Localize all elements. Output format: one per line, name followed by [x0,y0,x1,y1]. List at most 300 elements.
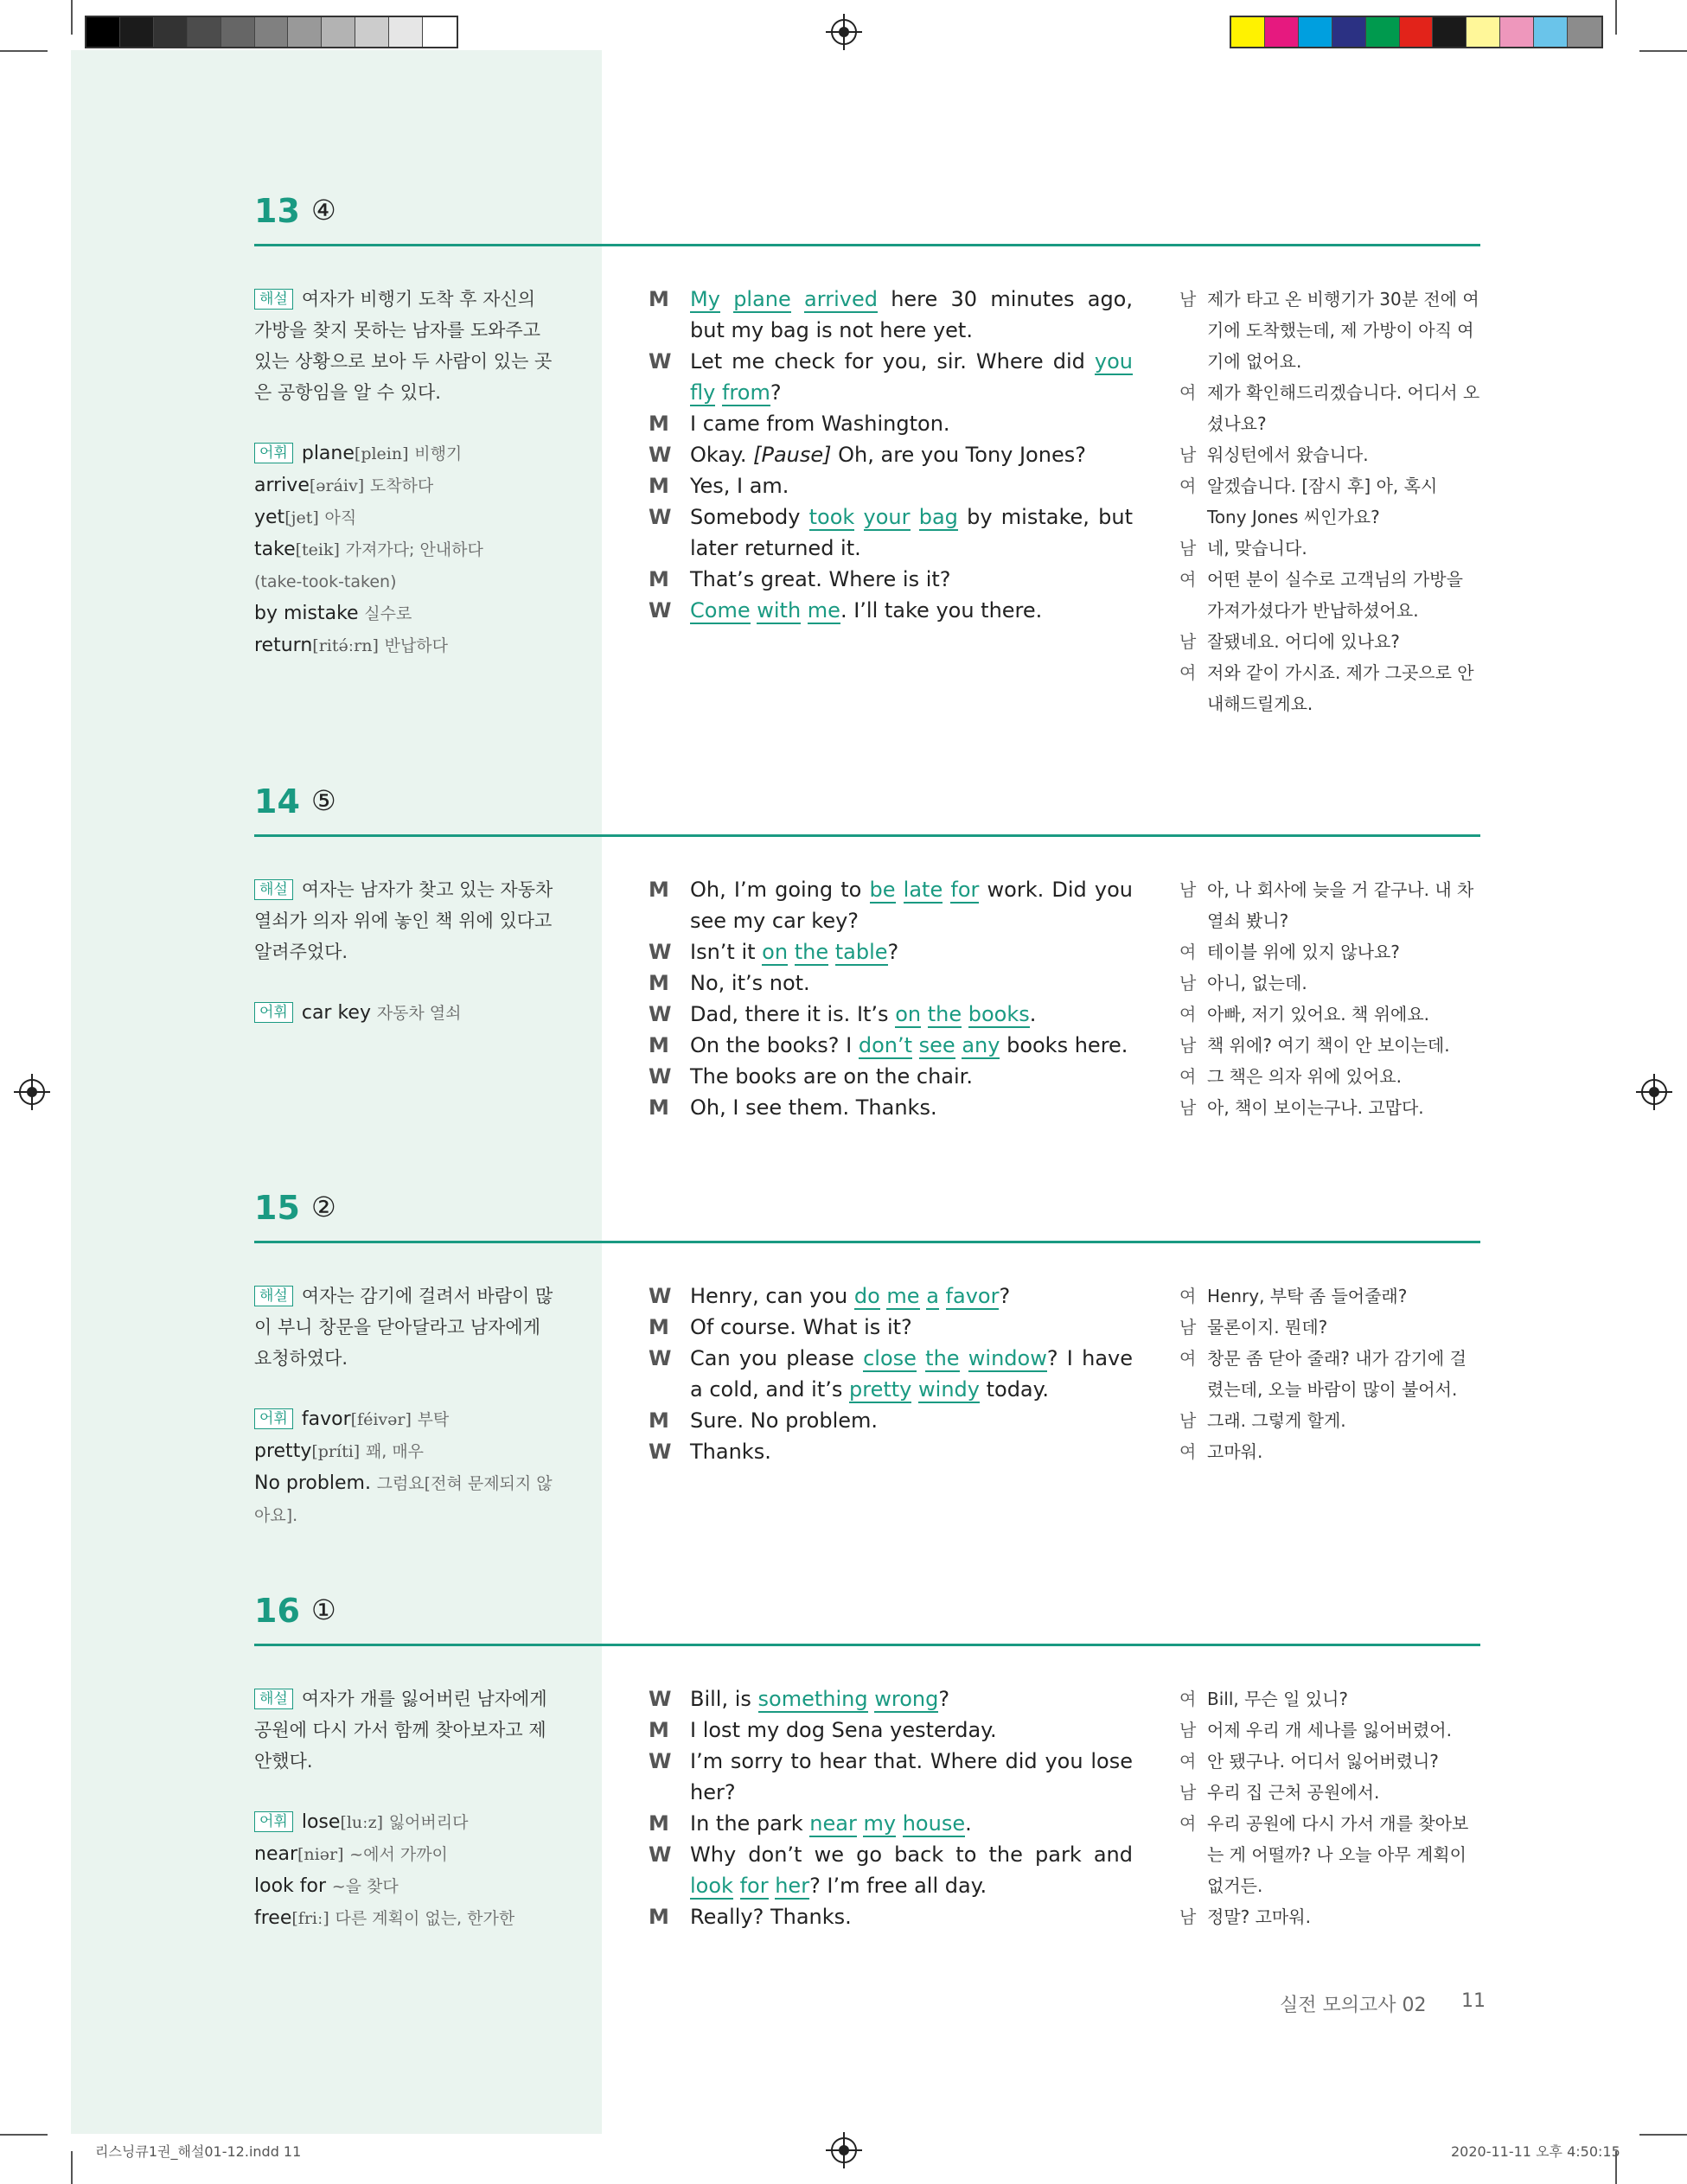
explanation-tag: 해설 [254,1286,293,1306]
translation-column [1179,1280,1482,1467]
translation-line [1179,1436,1482,1467]
dictation-blank-word: books [968,1002,1030,1026]
color-swatch [1332,17,1366,47]
dialog-line [649,1436,1133,1467]
dialog-text: No, it’s not. [690,971,810,995]
vocab-meaning: 실수로 [364,604,412,623]
dialog-text [828,940,835,964]
dictation-blank-word: the [794,940,829,964]
translation-speaker: 남 [1179,444,1197,465]
answer-choice: ④ [311,194,336,227]
vocab-meaning: 부탁 [417,1410,450,1429]
spacer [254,967,557,997]
translation-text: Bill, 무슨 일 있니? [1207,1689,1349,1709]
dialog-text: The books are on the chair. [690,1064,973,1089]
color-swatch [1500,17,1534,47]
dialog-text: ? [887,940,899,964]
dictation-blank-word: favor [945,1284,1000,1308]
dialog-text: On the books? I [690,1033,859,1057]
vocab-meaning: 비행기 [414,444,463,463]
translation-speaker: 여 [1179,382,1197,403]
translation-speaker: 남 [1179,1097,1197,1118]
translation-line [1179,1777,1482,1808]
dialog-text [854,505,863,529]
dialog-text: . I’ll take you there. [840,598,1043,623]
dialog-text: books here. [1000,1033,1128,1057]
vocab-meaning: (take-took-taken) [254,572,397,591]
translation-speaker: 남 [1179,1317,1197,1338]
vocab-pronunciation: [ritə́ːrn] [312,636,379,655]
vocab-row [254,1806,557,1838]
vocab-word: pretty [254,1440,312,1462]
dialog-line [649,1092,1133,1123]
dictation-blank-word: for [950,878,980,902]
dictation-blank-word: windy [918,1377,980,1402]
dictation-blank-word: house [902,1811,966,1836]
translation-line [1179,936,1482,967]
dialog-column [649,1280,1133,1467]
translation-text: 우리 공원에 다시 가서 개를 찾아보는 게 어떨까? 나 오늘 아무 계획이 없거든. [1207,1813,1469,1896]
translation-text: 아, 책이 보이는구나. 고맙다. [1207,1097,1424,1118]
registration-mark-top-icon [831,19,857,45]
dialog-text: here 30 minutes ago, but my bag is not here yet. [690,287,1133,342]
translation-line [1179,564,1482,626]
translation-text: Henry, 부탁 좀 들어줄래? [1207,1286,1408,1306]
dictation-blank-word: on [762,940,789,964]
translation-text: 워싱턴에서 왔습니다. [1207,444,1369,465]
vocab-meaning: 가져가다; 안내하다 [345,540,483,559]
vocab-row [254,1403,557,1435]
dialog-text [733,1874,740,1898]
dialog-line [649,284,1133,346]
explanation-tag: 해설 [254,879,293,900]
section-header [254,192,1480,246]
dialog-column [649,874,1133,1123]
translation-speaker: 여 [1179,1348,1197,1369]
dictation-blank-word: be [869,878,896,902]
vocab-row [254,1902,557,1934]
dictation-blank-word: don’t [858,1033,912,1057]
dialog-text [788,940,795,964]
translation-line [1179,1061,1482,1092]
speaker-label: M [649,474,669,498]
color-swatch [1400,17,1434,47]
color-swatch [188,17,221,47]
translation-speaker: 여 [1179,1004,1197,1025]
dictation-blank-word: plane [733,287,791,311]
dialog-text [801,598,808,623]
translation-line [1179,377,1482,439]
vocab-meaning: 아직 [324,508,357,527]
dictation-blank-word: pretty [849,1377,912,1402]
translation-text: 책 위에? 여기 책이 안 보이는데. [1207,1035,1450,1056]
color-swatch [1265,17,1299,47]
dialog-text [715,380,722,405]
vocab-word: favor [301,1408,351,1430]
dialog-text: . [1029,1002,1037,1026]
vocab-meaning: 잃어버리다 [388,1813,469,1832]
translation-speaker: 여 [1179,476,1197,496]
dialog-text: work. Did you see my car key? [690,878,1134,933]
dialog-text: by mistake, but later returned it. [690,505,1133,560]
translation-line [1179,1092,1482,1123]
dictation-blank-word: do [853,1284,880,1308]
explanation-body: 여자가 비행기 도착 후 자신의 가방을 찾지 못하는 남자를 도와주고 있는 상황으로 보아 두 사람이 있는 곳은 공항임을 알 수 있다. [254,289,553,403]
color-swatch [288,17,322,47]
speaker-label: W [649,349,672,374]
speaker-label: W [649,598,672,623]
dictation-blank-word: took [808,505,855,529]
registration-mark-bottom-icon [831,2137,857,2163]
translation-speaker: 여 [1179,1689,1197,1709]
translation-line [1179,1901,1482,1932]
dialog-text: ? [770,380,782,405]
dialog-line [649,595,1133,626]
vocab-row [254,997,557,1029]
dialog-text: Dad, there it is. It’s [690,1002,896,1026]
vocab-meaning: 반납하다 [384,636,448,655]
dialog-text [896,878,904,902]
question-number: 15 [254,1189,300,1227]
color-swatch [120,17,154,47]
vocab-word: lose [301,1811,341,1833]
speaker-label: M [649,1811,669,1836]
dialog-line [649,1061,1133,1092]
translation-line [1179,1312,1482,1343]
vocab-row [254,565,557,597]
speaker-label: M [649,1315,669,1339]
vocab-row [254,1838,557,1870]
dictation-blank-word: my [863,1811,897,1836]
translation-text: 우리 집 근처 공원에서. [1207,1782,1380,1803]
dictation-blank-word: her [775,1874,810,1898]
dialog-text [911,1377,918,1402]
dialog-text [962,1002,968,1026]
translation-speaker: 남 [1179,1035,1197,1056]
explanation-body: 여자가 개를 잃어버린 남자에게 공원에 다시 가서 함께 찾아보자고 제안했다. [254,1689,547,1772]
dictation-blank-word: Come [690,598,751,623]
speaker-label: M [649,878,669,902]
vocab-pronunciation: [jet] [284,508,319,527]
print-timestamp: 2020-11-11 오후 4:50:15 [1451,2143,1620,2160]
dialog-text: Isn’t it [690,940,763,964]
translation-speaker: 여 [1179,662,1197,683]
dialog-text: Okay. [690,443,754,467]
vocab-word: yet [254,507,285,528]
dialog-line [649,1683,1133,1715]
dialog-text: ? [938,1687,950,1711]
translation-text: 물론이지. 뭔데? [1207,1317,1328,1338]
color-swatch [1299,17,1332,47]
crop-mark [0,50,48,52]
dialog-text [896,1811,903,1836]
dialog-text [791,287,804,311]
translation-text: 그래. 그렇게 할게. [1207,1410,1346,1431]
dialog-text [911,505,919,529]
dialog-line [649,501,1133,564]
explanation-column [254,874,557,1029]
dialog-text: I’m sorry to hear that. Where did you lose her? [690,1749,1133,1804]
dictation-blank-word: wrong [874,1687,939,1711]
grayscale-color-bar [85,16,458,48]
vocab-word: free [254,1907,292,1929]
dialog-line [649,1343,1133,1405]
explanation-body: 여자는 남자가 찾고 있는 자동차 열쇠가 의자 위에 놓인 책 위에 있다고 알려주었다. [254,879,553,962]
translation-line [1179,1683,1482,1715]
translation-text: 저와 같이 가시죠. 제가 그곳으로 안내해드릴게요. [1207,662,1474,714]
vocab-pronunciation: [príti] [311,1442,361,1461]
crop-mark [71,2151,73,2184]
registration-mark-left-icon [19,1079,45,1105]
translation-speaker: 남 [1179,1782,1197,1803]
color-swatch [1231,17,1265,47]
translation-column [1179,874,1482,1123]
vocab-meaning: ~에서 가까이 [349,1845,448,1864]
dictation-blank-word: the [927,1002,962,1026]
dialog-text: Oh, are you Tony Jones? [831,443,1086,467]
speaker-label: W [649,1687,672,1711]
vocab-pronunciation: [luːz] [340,1813,383,1832]
vocab-row [254,1435,557,1467]
translation-line [1179,470,1482,533]
translation-speaker: 남 [1179,289,1197,310]
translation-line [1179,1715,1482,1746]
explanation-body: 여자는 감기에 걸려서 바람이 많이 부니 창문을 닫아달라고 남자에게 요청하였다. [254,1286,553,1369]
translation-speaker: 여 [1179,1441,1197,1462]
translation-text: 고마워. [1207,1441,1263,1462]
dialog-text: Can you please [690,1346,864,1370]
dialog-text [921,1002,928,1026]
translation-text: 알겠습니다. [잠시 후] 아, 혹시 Tony Jones 씨인가요? [1207,476,1438,527]
translation-text: 아빠, 저기 있어요. 책 위에요. [1207,1004,1430,1025]
dictation-blank-word: the [925,1346,960,1370]
dictation-blank-word: any [962,1033,1000,1057]
explanation-text [254,874,557,967]
footer-title: 실전 모의고사 02 [1280,1995,1427,2016]
vocab-meaning: 꽤, 매우 [365,1442,425,1461]
dialog-line [649,936,1133,967]
speaker-label: M [649,971,669,995]
vocab-meaning: 도착하다 [369,476,434,495]
speaker-label: M [649,412,669,436]
vocab-word: near [254,1843,298,1865]
dialog-text: Why don’t we go back to the park and [690,1842,1133,1867]
translation-text: 제가 타고 온 비행기가 30분 전에 여기에 도착했는데, 제 가방이 아직 여기에 없어요. [1207,289,1479,372]
translation-speaker: 여 [1179,1286,1197,1306]
vocab-pronunciation: [plein] [354,444,409,463]
vocab-row [254,629,557,661]
translation-text: 테이블 위에 있지 않나요? [1207,942,1400,962]
question-number: 16 [254,1592,300,1630]
vocab-row [254,1870,557,1902]
dialog-text: ? I’m free all day. [809,1874,987,1898]
dialog-text [917,1346,925,1370]
speaker-label: W [649,940,672,964]
crop-mark [1639,2134,1687,2136]
speaker-label: M [649,1408,669,1433]
speaker-label: M [649,1718,669,1742]
vocab-word: No problem. [254,1472,371,1494]
dictation-blank-word: close [863,1346,917,1370]
color-swatch [1433,17,1467,47]
translation-text: 정말? 고마워. [1207,1906,1311,1927]
translation-speaker: 남 [1179,1906,1197,1927]
vocab-tag: 어휘 [254,1811,293,1832]
crop-mark [71,0,73,35]
translation-speaker: 여 [1179,1751,1197,1772]
dialog-line [649,1715,1133,1746]
speaker-label: W [649,1440,672,1464]
translation-speaker: 여 [1179,942,1197,962]
dictation-blank-word: My [690,287,720,311]
dialog-text: . [965,1811,972,1836]
speaker-label: W [649,1284,672,1308]
dialog-text: Yes, I am. [690,474,789,498]
dialog-line [649,967,1133,999]
translation-line [1179,1746,1482,1777]
dialog-text: Let me check for you, sir. Where did [690,349,1095,374]
question-number: 14 [254,782,300,821]
dialog-line [649,1030,1133,1061]
dialog-text: [Pause] [753,443,832,467]
dictation-blank-word: me [886,1284,920,1308]
color-swatch [221,17,255,47]
speaker-label: W [649,443,672,467]
translation-text: 그 책은 의자 위에 있어요. [1207,1066,1402,1087]
dialog-text: Thanks. [690,1440,771,1464]
color-swatch [86,17,120,47]
color-swatch [389,17,423,47]
dictation-blank-word: from [721,380,770,405]
dialog-text [939,1284,946,1308]
dialog-line [649,1808,1133,1839]
explanation-tag: 해설 [254,1689,293,1709]
color-swatch [355,17,389,47]
translation-column [1179,284,1482,719]
speaker-label: W [649,1064,672,1089]
dialog-text: Sure. No problem. [690,1408,879,1433]
color-swatch [322,17,355,47]
translation-speaker: 남 [1179,538,1197,559]
translation-line [1179,657,1482,719]
dictation-blank-word: bag [918,505,958,529]
vocab-row [254,597,557,629]
translation-line [1179,626,1482,657]
dictation-blank-word: with [757,598,802,623]
translation-speaker: 남 [1179,1410,1197,1431]
dictation-blank-word: a [926,1284,939,1308]
dialog-text: Bill, is [690,1687,758,1711]
dialog-line [649,408,1133,439]
vocab-word: arrive [254,475,310,496]
answer-choice: ⑤ [311,784,336,817]
explanation-column [254,1683,557,1934]
color-swatch [1534,17,1568,47]
translation-line [1179,999,1482,1030]
explanation-tag: 해설 [254,289,293,310]
section-header [254,782,1480,837]
speaker-label: M [649,1033,669,1057]
speaker-label: W [649,505,672,529]
vocab-meaning: 다른 계획이 없는, 한가한 [335,1909,515,1928]
color-swatch [423,17,457,47]
cmyk-color-bar [1230,16,1603,48]
speaker-label: M [649,567,669,591]
dictation-blank-word: look [690,1874,733,1898]
color-swatch [1568,17,1601,47]
spacer [254,1777,557,1806]
translation-column [1179,1683,1482,1932]
explanation-text [254,1280,557,1374]
file-info: 리스닝큐1권_해설01-12.indd 11 [95,2143,302,2160]
vocab-row [254,501,557,533]
dictation-blank-word: on [895,1002,922,1026]
color-swatch [1366,17,1400,47]
vocab-word: take [254,539,296,560]
translation-speaker: 남 [1179,879,1197,900]
dialog-text: I came from Washington. [690,412,950,436]
dialog-text: ? I have a cold, and it’s [690,1346,1133,1402]
dialog-text: In the park [690,1811,810,1836]
dialog-text: today. [979,1377,1050,1402]
vocab-word: plane [301,443,355,464]
explanation-text [254,1683,557,1777]
color-swatch [1467,17,1500,47]
dictation-blank-word: your [863,505,911,529]
answer-choice: ② [311,1191,336,1223]
translation-text: 아니, 없는데. [1207,973,1307,993]
dictation-blank-word: see [918,1033,955,1057]
dialog-text: Oh, I see them. Thanks. [690,1095,937,1120]
translation-text: 어제 우리 개 세나를 잃어버렸어. [1207,1720,1452,1740]
translation-speaker: 여 [1179,1813,1197,1834]
vocab-word: car key [301,1002,371,1024]
translation-text: 아, 나 회사에 늦을 거 같구나. 내 차 열쇠 봤니? [1207,879,1474,931]
translation-line [1179,439,1482,470]
vocab-pronunciation: [əráiv] [309,476,365,495]
translation-text: 안 됐구나. 어디서 잃어버렸니? [1207,1751,1439,1772]
speaker-label: W [649,1346,672,1370]
dictation-blank-word: fly [690,380,716,405]
translation-speaker: 여 [1179,1066,1197,1087]
dictation-blank-word: me [807,598,840,623]
dialog-text: ? [999,1284,1011,1308]
dialog-line [649,1405,1133,1436]
speaker-label: M [649,1905,669,1929]
dictation-blank-word: arrived [804,287,878,311]
dialog-line [649,564,1133,595]
dialog-line [649,1839,1133,1901]
vocab-meaning: ~을 찾다 [331,1877,399,1896]
dialog-line [649,874,1133,936]
vocab-word: return [254,635,313,656]
dialog-line [649,346,1133,408]
speaker-label: M [649,287,669,311]
dictation-blank-word: something [757,1687,868,1711]
color-swatch [255,17,289,47]
dialog-text: Somebody [690,505,809,529]
dialog-text: That’s great. Where is it? [690,567,951,591]
vocab-pronunciation: [niər] [297,1845,344,1864]
dialog-text: Really? Thanks. [690,1905,852,1929]
dictation-blank-word: late [903,878,943,902]
translation-line [1179,1343,1482,1405]
dialog-line [649,1901,1133,1932]
explanation-text [254,284,557,408]
dialog-line [649,470,1133,501]
dialog-line [649,439,1133,470]
question-number: 13 [254,192,300,230]
